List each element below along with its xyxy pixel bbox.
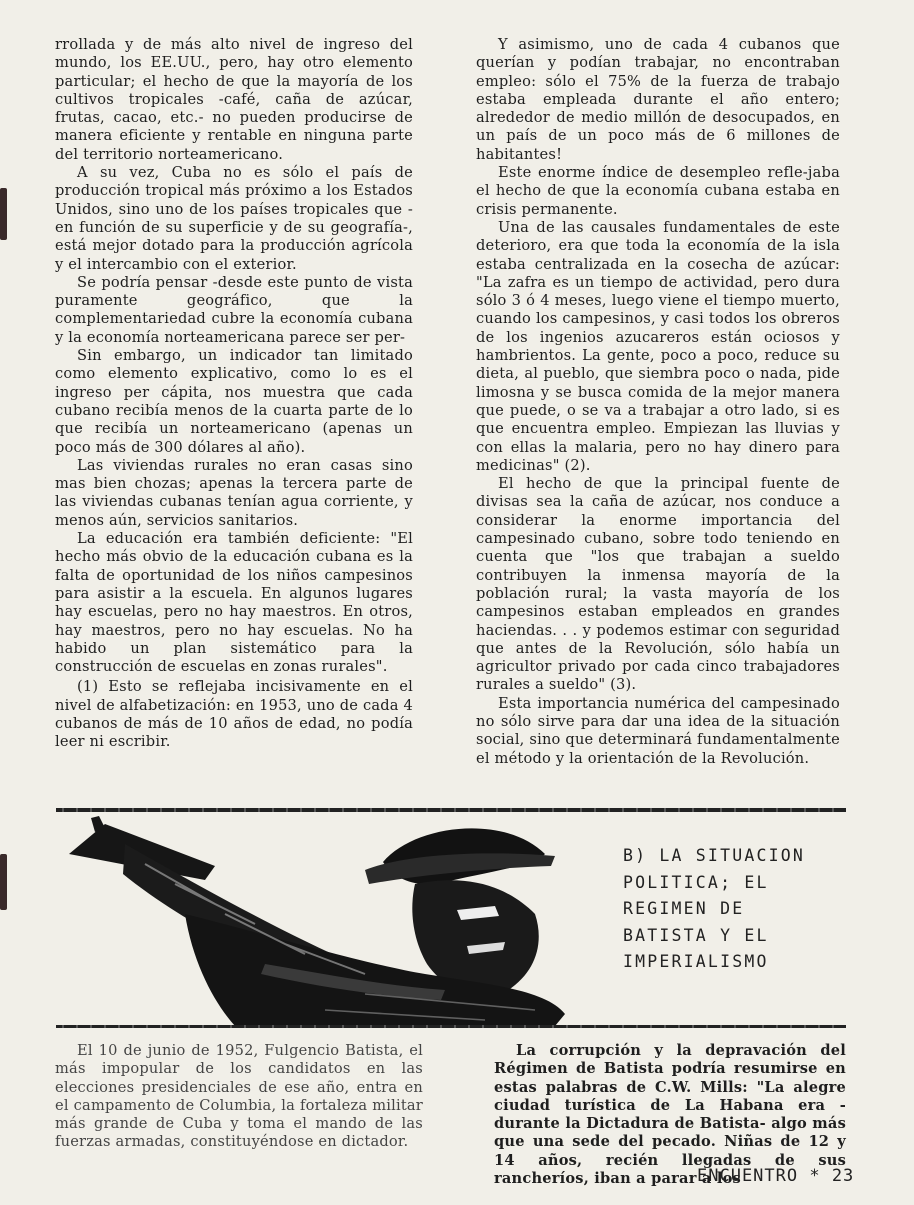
divider-top (56, 808, 846, 812)
paragraph: Y asimismo, uno de cada 4 cubanos que querían y podían trabajar, no encontraban empleo: sólo el 75% de la fuerza de trabajo estaba empleada durante el año entero; alrededor de medio millón de desocupados, en un país de un poco más de 6 millones de habitantes! (476, 36, 840, 163)
footnote: (1) Esto se reflejaba incisivamente en el nivel de alfabetización: en 1953, uno de cada 4 cubanos de más de 10 años de edad, no podía leer ni escribir. (55, 678, 413, 751)
paragraph: Sin embargo, un indicador tan limitado como elemento explicativo, como lo es el ingreso per cápita, nos muestra que cada cubano recibía menos de la cuarta parte de lo que recibía un norteamericano (apenas un poco más de 300 dólares al año). (55, 347, 413, 456)
edge-mark (0, 188, 7, 240)
paragraph: El hecho de que la principal fuente de divisas sea la caña de azúcar, nos conduce a considerar la enorme importancia del campesinado cubano, sobre todo teniendo en cuenta que "los que trabajan a sueldo contribuyen la inmensa mayoría de la población rural; la vasta mayoría de los campesinos estaban empleados en grandes haciendas. . . y podemos estimar con seguridad que antes de la Revolución, sólo había un agricultor privado por cada cinco trabajadores rurales a sueldo" (3). (476, 475, 840, 694)
paragraph: Esta importancia numérica del campesinado no sólo sirve para dar una idea de la situación social, sino que determinará fundamentalmente el método y la orientación de la Revolución. (476, 694, 840, 767)
soldier-illustration (65, 814, 613, 1026)
column-bottom-left (55, 1042, 423, 1152)
paragraph: Las viviendas rurales no eran casas sino mas bien chozas; apenas la tercera parte de las viviendas cubanas tenían agua corriente, y menos aún, servicios sanitarios. (55, 456, 413, 529)
paragraph: A su vez, Cuba no es sólo el país de producción tropical más próximo a los Estados Unidos, sino uno de los países tropicales que -en función de su superficie y de su geografía-, está mejor dotado para la producción agrícola y el intercambio con el exterior. (55, 164, 413, 273)
paragraph: Una de las causales fundamentales de este deterioro, era que toda la economía de la isla estaba centralizada en la cosecha de azúcar: "La zafra es un tiempo de actividad, pero dura sólo 3 ó 4 meses, luego viene el tiempo muerto, cuando los campesinos, y casi todos los obreros de los ingenios azucareros están ociosos y hambrientos. La gente, poco a poco, reduce su dieta, al pueblo, que siembra poco o nada, pide limosna y se busca comida de la mejor manera que puede, o se va a trabajar a otro lado, si es que encuentra empleo. Empiezan las lluvias y con ellas la malaria, pero no hay dinero para medicinas" (2). (476, 218, 840, 474)
paragraph: Este enorme índice de desempleo refle-jaba el hecho de que la economía cubana estaba en crisis permanente. (476, 164, 840, 218)
divider-bottom (56, 1025, 846, 1028)
column-top-left (55, 36, 413, 752)
edge-mark (0, 854, 7, 910)
paragraph: La educación era también deficiente: "El hecho más obvio de la educación cubana es la falta de oportunidad de los niños campesinos para asistir a la escuela. En algunos lugares hay escuelas, pero no hay maestros. En otros, hay maestros, pero no hay escuelas. No ha habido un plan sistemático para la construcción de escuelas en zonas rurales". (55, 530, 413, 676)
paragraph: rrollada y de más alto nivel de ingreso del mundo, los EE.UU., pero, hay otro elemento particular; el hecho de que la mayoría de los cultivos tropicales -café, caña de azúcar, frutas, cacao, etc.- no pueden producirse de manera eficiente y rentable en ninguna parte del territorio norteamericano. (55, 36, 413, 163)
paragraph: La corrupción y la depravación del Régimen de Batista podría resumirse en estas palabras de C.W. Mills: "La alegre ciudad turística de La Habana era -durante la Dictadura de Batista- algo más que una sede del pecado. Niñas de 12 y 14 años, recién llegadas de sus rancheríos, iban a parar a los (494, 1042, 846, 1188)
section-heading: B) LA SITUACION POLITICA; EL REGIMEN DE BATISTA Y EL IMPERIALISMO (623, 846, 806, 971)
paragraph: El 10 de junio de 1952, Fulgencio Batista, el más impopular de los candidatos en las elecciones presidenciales de ese año, entra en el campamento de Columbia, la fortaleza militar más grande de Cuba y toma el mando de las fuerzas armadas, constituyéndose en dictador. (55, 1042, 423, 1151)
paragraph: Se podría pensar -desde este punto de vista puramente geográfico, que la complementariedad cubre la economía cubana y la economía norteamericana parece ser per- (55, 273, 413, 346)
column-top-right (476, 36, 840, 768)
page-footer: ENCUENTRO * 23 (697, 1166, 855, 1186)
